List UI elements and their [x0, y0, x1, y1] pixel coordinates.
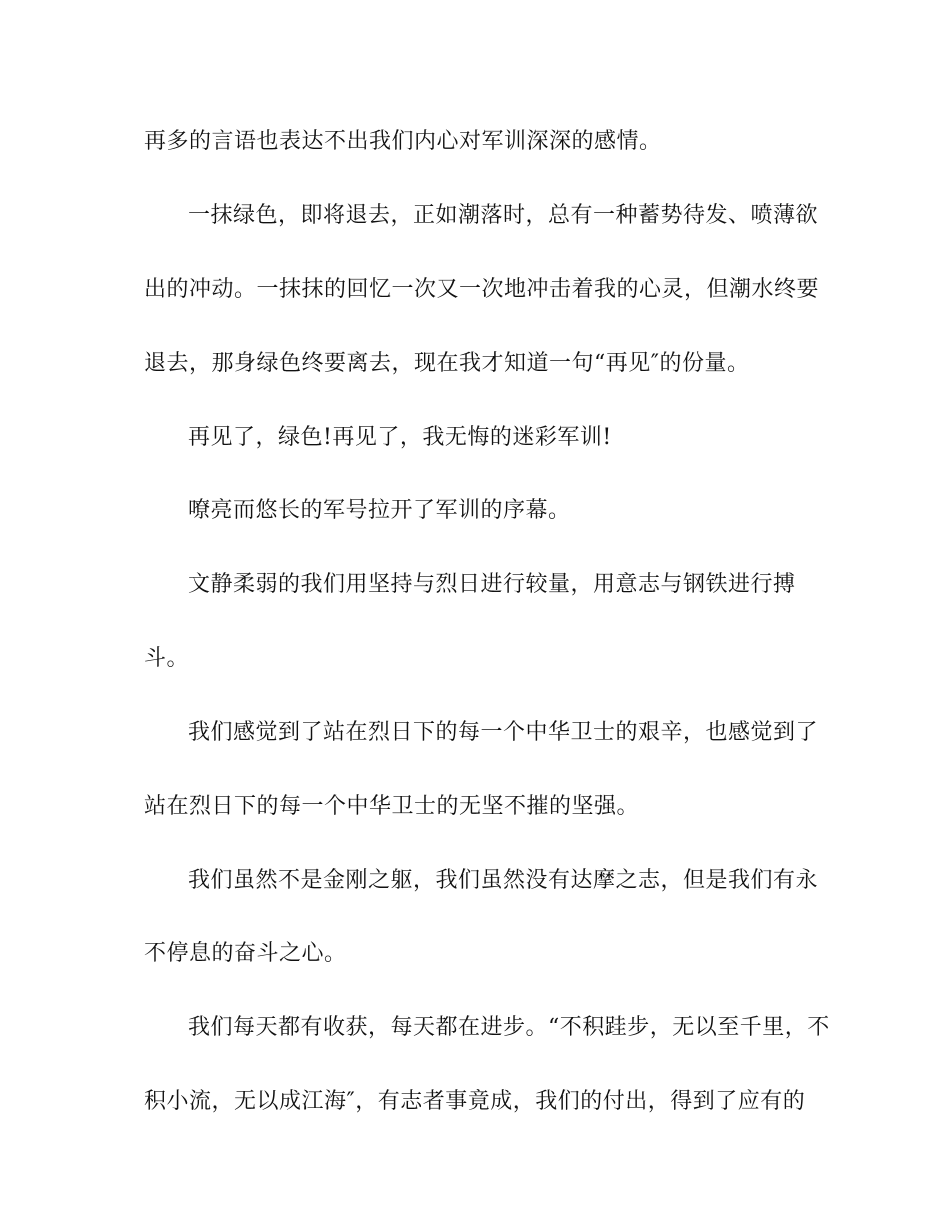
text-line-9: 我们感觉到了站在烈日下的每一个中华卫士的艰辛，也感觉到了: [188, 720, 819, 745]
text-line-14: 积小流，无以成江海″，有志者事竟成，我们的付出，得到了应有的: [144, 1089, 806, 1114]
text-line-8: 斗。: [144, 646, 190, 671]
text-line-2: 一抹绿色，即将退去，正如潮落时，总有一种蓄势待发、喷薄欲: [188, 203, 819, 228]
text-line-13: 我们每天都有收获，每天都在进步。“不积跬步，无以至千里，不: [188, 1015, 830, 1040]
text-line-4: 退去，那身绿色终要离去，现在我才知道一句“再见″的份量。: [144, 351, 750, 376]
text-line-7: 文静柔弱的我们用坚持与烈日进行较量，用意志与钢铁进行搏: [188, 572, 796, 597]
text-line-11: 我们虽然不是金刚之躯，我们虽然没有达摩之志，但是我们有永: [188, 868, 819, 893]
text-line-10: 站在烈日下的每一个中华卫士的无坚不摧的坚强。: [144, 794, 640, 819]
text-line-1: 再多的言语也表达不出我们内心对军训深深的感情。: [144, 129, 662, 154]
text-line-5: 再见了，绿色!再见了，我无悔的迷彩军训!: [188, 425, 612, 450]
text-line-3: 出的冲动。一抹抹的回忆一次又一次地冲击着我的心灵，但潮水终要: [144, 277, 820, 302]
text-line-6: 嘹亮而悠长的军号拉开了军训的序幕。: [188, 498, 571, 523]
text-line-12: 不停息的奋斗之心。: [144, 941, 347, 966]
